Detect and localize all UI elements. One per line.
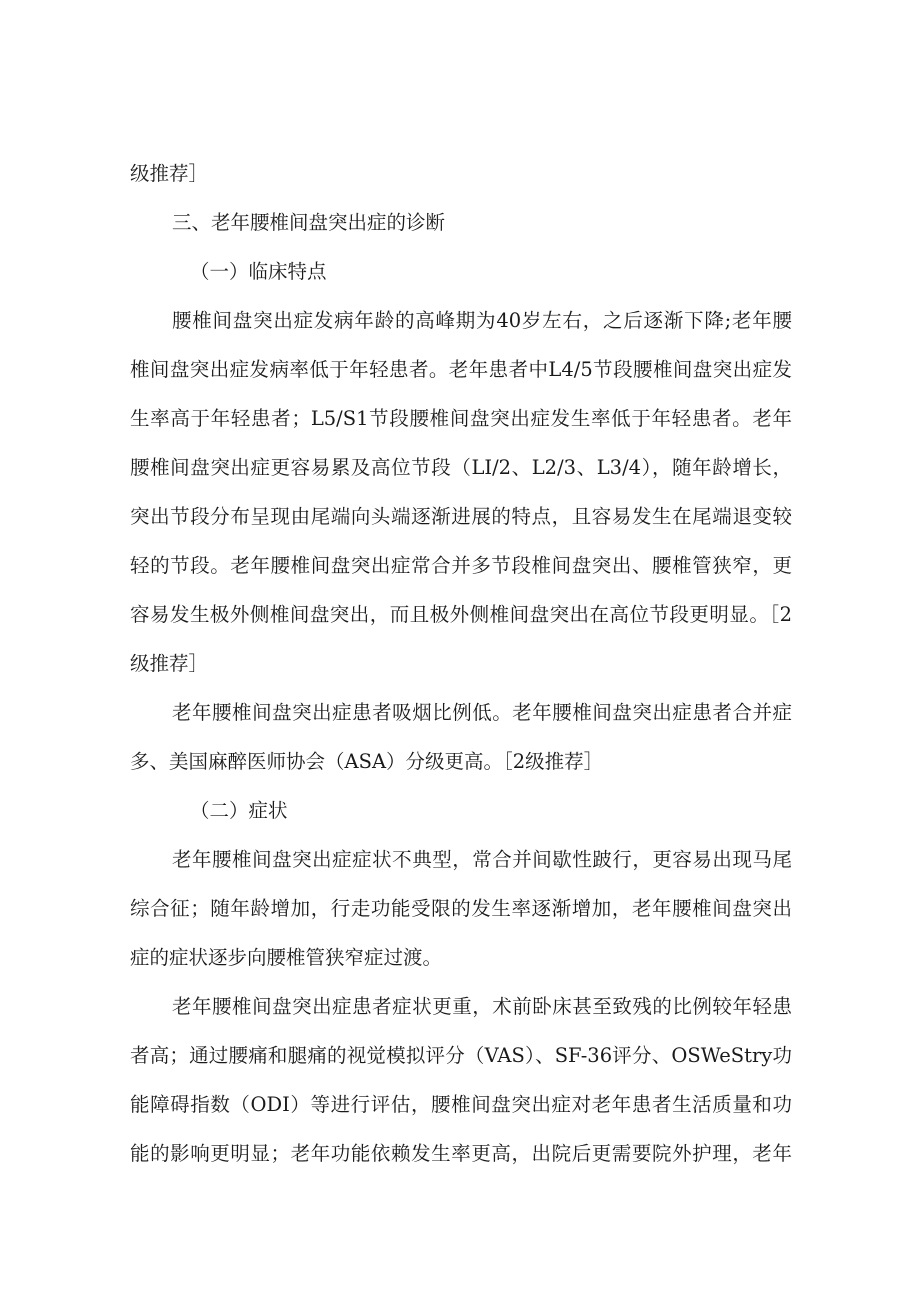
- paragraph-line: 老年腰椎间盘突出症患者症状更重，术前卧床甚至致残的比例较年轻患: [172, 995, 792, 1018]
- paragraph-line: 症的症状逐步向腰椎管狭窄症过渡。: [130, 946, 443, 969]
- paragraph-line: 老年腰椎间盘突出症患者吸烟比例低。老年腰椎间盘突出症患者合并症: [172, 701, 792, 724]
- paragraph-line: 能的影响更明显；老年功能依赖发生率更高，出院后更需要院外护理，老年: [130, 1142, 792, 1165]
- paragraph-line: 腰椎间盘突出症发病年龄的高峰期为40岁左右，之后逐渐下降;老年腰: [172, 309, 792, 332]
- paragraph-line: 级推荐］: [130, 652, 209, 675]
- paragraph-line: 突出节段分布呈现由尾端向头端逐渐进展的特点，且容易发生在尾端退变较: [130, 505, 792, 528]
- paragraph-line: 能障碍指数（ODI）等进行评估，腰椎间盘突出症对老年患者生活质量和功: [130, 1093, 792, 1116]
- subsection-heading: （一）临床特点: [190, 260, 327, 283]
- section-heading: 三、老年腰椎间盘突出症的诊断: [172, 211, 446, 234]
- paragraph-line: 多、美国麻醉医师协会（ASA）分级更高。［2级推荐］: [130, 750, 604, 773]
- paragraph-line: 老年腰椎间盘突出症症状不典型，常合并间歇性跛行，更容易出现马尾: [172, 848, 792, 871]
- paragraph-line: 综合征；随年龄增加，行走功能受限的发生率逐渐增加，老年腰椎间盘突出: [130, 897, 792, 920]
- paragraph-line: 腰椎间盘突出症更容易累及高位节段（LI/2、L2/3、L3/4），随年龄增长，: [130, 456, 792, 479]
- text-line: 级推荐］: [130, 162, 209, 185]
- paragraph-line: 容易发生极外侧椎间盘突出，而且极外侧椎间盘突出在高位节段更明显。［2: [130, 603, 792, 626]
- paragraph-line: 轻的节段。老年腰椎间盘突出症常合并多节段椎间盘突出、腰椎管狭窄，更: [130, 554, 792, 577]
- subsection-heading: （二）症状: [190, 799, 288, 822]
- paragraph-line: 生率高于年轻患者；L5/S1节段腰椎间盘突出症发生率低于年轻患者。老年: [130, 407, 792, 430]
- paragraph-line: 者高；通过腰痛和腿痛的视觉模拟评分（VAS）、SF-36评分、OSWeStry功: [130, 1044, 792, 1067]
- paragraph-line: 椎间盘突出症发病率低于年轻患者。老年患者中L4/5节段腰椎间盘突出症发: [130, 358, 792, 381]
